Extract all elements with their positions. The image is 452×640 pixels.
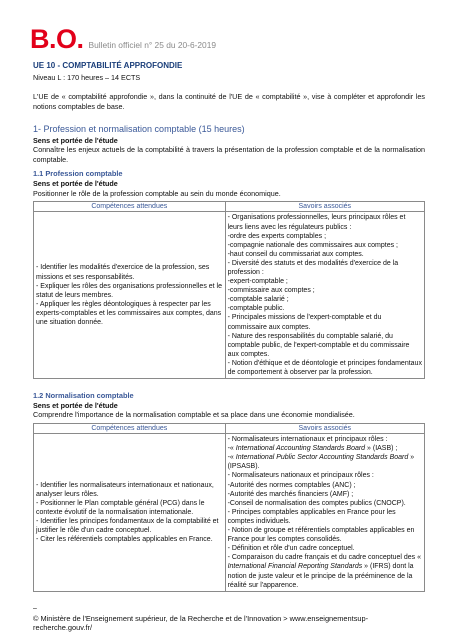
page-header [30, 26, 216, 53]
list-item: - Comparaison du cadre français et du cadre conceptuel des « International Financial Reporting Standards » (IFRS) dont la notion de juste valeur et le principe de la prééminence de la réalité sur l'apparence. [227, 554, 421, 589]
ue-intro: L'UE de « comptabilité approfondie », dans la continuité de l'UE de « comptabilité », vise à compléter et approfondir les notions comptables de base. [33, 92, 425, 111]
list-item: - Positionner le Plan comptable général (PCG) dans le contexte évolutif de la normalisation internationale. [36, 499, 205, 516]
list-item: -commissaire aux comptes ; [227, 287, 315, 295]
savoirs-cell [225, 212, 424, 379]
list-item: - Notion de groupe et référentiels comptables applicables en France pour les comptes consolidés. [227, 527, 415, 544]
list-item: -expert-comptable ; [227, 278, 288, 286]
list-item: - Identifier les modalités d'exercice de la profession, ses missions et ses responsabilités. [36, 264, 210, 281]
subsection-1-2-title: 1.2 Normalisation comptable [33, 391, 134, 401]
col-header-competences: Compétences attendues [34, 423, 226, 433]
col-header-savoirs: Savoirs associés [225, 202, 424, 212]
list-item: - Identifier les principes fondamentaux de la comptabilité et justifier le rôle d'un cadre conceptuel. [36, 517, 219, 535]
competences-table-1-1 [33, 201, 425, 379]
subsection-1-1-scope-text: Positionner le rôle de la profession comptable au sein du monde économique. [33, 188, 281, 198]
list-item: -ordre des experts comptables ; [227, 232, 327, 240]
list-item: -comptable public. [227, 305, 285, 313]
col-header-savoirs: Savoirs associés [225, 423, 424, 433]
list-item: - Diversité des statuts et des modalités d'exercice de la profession : [227, 259, 399, 276]
subsection-1-1-scope-label: Sens et portée de l'étude [33, 179, 118, 189]
ue-title: UE 10 - COMPTABILITÉ APPROFONDIE [33, 61, 183, 70]
subsection-1-1-title: 1.1 Profession comptable [33, 169, 123, 179]
list-item: - Principes comptables applicables en France pour les comptes individuels. [227, 508, 396, 525]
ue-level: Niveau L : 170 heures – 14 ECTS [33, 72, 141, 82]
document-content [33, 61, 425, 592]
competences-cell [34, 434, 226, 592]
list-item: -Conseil de normalisation des comptes publics (CNOCP). [227, 499, 406, 507]
list-item: - Normalisateurs nationaux et principaux rôles : [227, 472, 374, 480]
list-item: -Autorité des normes comptables (ANC) ; [227, 481, 356, 489]
list-item: -« International Accounting Standards Board » (IASB) ; [227, 445, 398, 453]
page-footer: © Ministère de l'Enseignement supérieur, de la Recherche et de l'Innovation > www.enseignementsup-recherche.gouv.fr/ [33, 614, 369, 633]
list-item: -Autorité des marchés financiers (AMF) ; [227, 490, 354, 498]
list-item: -haut conseil du commissariat aux comptes. [227, 250, 364, 258]
list-item: - Identifier les normalisateurs internationaux et nationaux, analyser leurs rôles. [36, 481, 214, 498]
bulletin-title: Bulletin officiel n° 25 du 20-6-2019 [88, 40, 217, 50]
subsection-1-2-scope-label: Sens et portée de l'étude [33, 400, 118, 410]
section1-scope-text: Connaître les enjeux actuels de la comptabilité à travers la présentation de la profession comptable et de la normalisation comptable. [33, 145, 425, 164]
list-item: - Expliquer les rôles des organisations professionnelles et le statut de leurs membres. [36, 282, 222, 299]
list-item: -« International Public Sector Accounting Standards Board » (IPSASB). [227, 454, 415, 471]
col-header-competences: Compétences attendues [34, 202, 226, 212]
subsection-1-2-scope-text: Comprendre l'importance de la normalisation comptable et sa place dans une économie mondialisée. [33, 410, 355, 420]
list-item: -compagnie nationale des commissaires aux comptes ; [227, 241, 398, 249]
section1-title: 1- Profession et normalisation comptable (15 heures) [33, 124, 245, 135]
competences-cell [34, 212, 226, 379]
section1-scope-label: Sens et portée de l'étude [33, 135, 118, 145]
list-item: - Notion d'éthique et de déontologie et principes fondamentaux de comportement à observer par la profession. [227, 359, 422, 377]
list-item: - Citer les référentiels comptables applicables en France. [36, 536, 213, 544]
list-item: - Définition et rôle d'un cadre conceptuel. [227, 545, 355, 553]
bo-logo: B.O. [30, 24, 84, 54]
list-item: - Normalisateurs internationaux et principaux rôles : [227, 436, 388, 444]
competences-table-1-2 [33, 423, 425, 592]
list-item: - Nature des responsabilités du comptable salarié, du comptable public, de l'expert-comptable et du commissaire aux comptes. [227, 332, 410, 358]
list-item: -comptable salarié ; [227, 296, 289, 304]
list-item: - Organisations professionnelles, leurs principaux rôles et leurs liens avec les régulateurs publics : [227, 214, 406, 231]
list-item: - Principales missions de l'expert-comptable et du commissaire aux comptes. [227, 314, 382, 331]
savoirs-cell [225, 434, 424, 592]
separator-dash: – [33, 605, 37, 612]
list-item: - Appliquer les règles déontologiques à respecter par les experts-comptables et les commissaires aux comptes, dans une situation donnée. [36, 300, 222, 326]
